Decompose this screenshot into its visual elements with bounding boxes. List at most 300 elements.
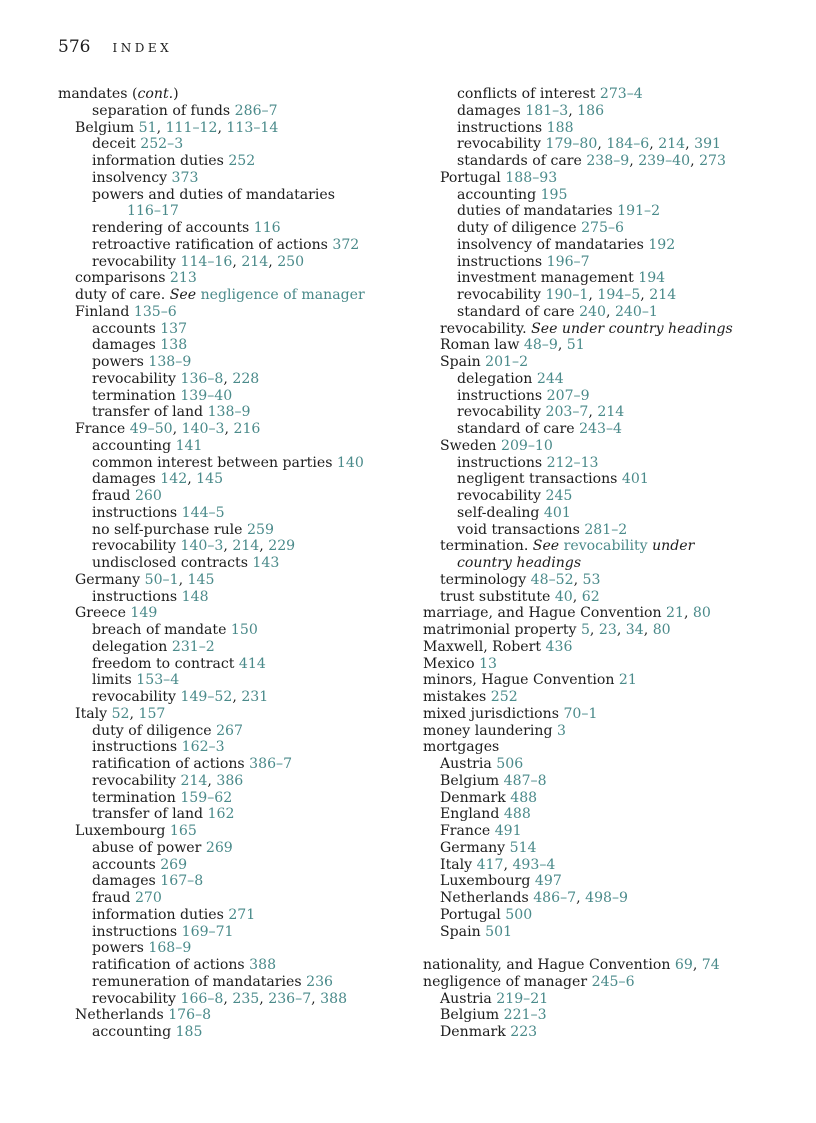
index-subsubentry (58, 153, 365, 170)
entry-text: , (224, 421, 234, 437)
page-reference[interactable]: 219–21 (496, 990, 549, 1007)
entry-text: Denmark (440, 789, 511, 806)
index-subsubentry (58, 203, 365, 220)
index-subentry (423, 773, 733, 790)
entry-text: duty of diligence (92, 722, 217, 739)
page-reference[interactable]: 221–3 (503, 1007, 547, 1024)
page-reference[interactable]: 48–52 (530, 571, 574, 588)
page-reference[interactable]: 80 (692, 605, 711, 622)
index-subentry (58, 304, 365, 321)
page-reference[interactable]: 114–16 (180, 253, 233, 270)
entry-text: , (207, 772, 217, 789)
page-reference[interactable]: 139–40 (180, 387, 233, 404)
page-reference[interactable]: 491 (494, 823, 522, 839)
page-reference[interactable]: 49–50 (129, 421, 173, 437)
entry-text: revocability (92, 772, 181, 789)
page-reference[interactable]: 214 (232, 538, 260, 555)
index-subentry (423, 321, 733, 338)
index-subsubentry (58, 873, 365, 890)
index-subsubentry (423, 522, 733, 539)
index-subsubentry (423, 488, 733, 505)
page-reference[interactable]: 157 (138, 705, 166, 722)
page-reference[interactable]: 167–8 (160, 873, 204, 890)
page-reference[interactable]: 149–52 (180, 689, 233, 705)
entry-text: instructions (92, 504, 182, 521)
page-reference[interactable]: 214 (649, 287, 677, 303)
page-reference[interactable]: 214 (658, 136, 686, 153)
page-reference[interactable]: 3 (556, 722, 566, 739)
entry-text: , (588, 287, 598, 303)
page-reference[interactable]: 141 (175, 437, 203, 454)
entry-text: duty of diligence (457, 220, 582, 236)
page-reference[interactable]: 176–8 (168, 1007, 212, 1024)
page-reference[interactable]: 116 (253, 220, 281, 236)
index-subsubentry (423, 136, 733, 153)
entry-text: , (616, 622, 626, 638)
page-reference[interactable]: 145 (196, 471, 224, 488)
page-reference[interactable]: 196–7 (546, 253, 590, 270)
page-reference[interactable]: 137 (160, 320, 188, 337)
entry-text: , (643, 622, 653, 638)
page-reference[interactable]: 500 (505, 906, 533, 923)
page-reference[interactable]: 372 (332, 236, 360, 253)
entry-text: , (311, 990, 321, 1007)
page-reference[interactable]: 228 (232, 370, 260, 387)
entry-text: instructions (457, 119, 547, 136)
index-subsubentry (58, 656, 365, 673)
index-subsubentry (423, 153, 733, 170)
page-reference[interactable]: 487–8 (503, 772, 547, 789)
page-reference[interactable]: 252–3 (140, 136, 184, 153)
entry-text: France (440, 823, 495, 839)
page-reference[interactable]: 162 (207, 806, 235, 823)
page-reference[interactable]: 213 (169, 270, 197, 287)
index-subsubentry (423, 287, 733, 304)
page-reference[interactable]: 493–4 (512, 856, 556, 873)
page-reference[interactable]: 212–13 (546, 454, 599, 471)
entry-text: , (683, 605, 693, 622)
index-subsubentry (58, 924, 365, 941)
cross-reference-text: See (532, 538, 560, 555)
entry-text: termination. (440, 538, 533, 555)
page-reference[interactable]: 21 (666, 605, 684, 622)
index-subentry (423, 438, 733, 455)
entry-text: investment management (457, 270, 639, 287)
page-reference[interactable]: 201–2 (485, 354, 529, 370)
entry-text: England (440, 806, 504, 823)
page-reference[interactable]: 386–7 (249, 756, 293, 772)
page-reference[interactable]: 271 (228, 906, 256, 923)
page-reference[interactable]: 185 (175, 1024, 203, 1040)
page-reference[interactable]: 138–9 (207, 404, 251, 421)
entry-text: , (649, 136, 659, 153)
page-reference[interactable]: 373 (171, 169, 199, 186)
entry-text: , (172, 421, 182, 437)
entry-text: Greece (75, 605, 131, 622)
page-reference[interactable]: 142 (160, 471, 188, 488)
page-reference[interactable]: 179–80 (545, 136, 598, 153)
entry-text: Luxembourg (75, 823, 170, 839)
entry-spacer (423, 940, 733, 957)
index-subsubentry (58, 388, 365, 405)
index-subsubentry (58, 337, 365, 354)
page-reference[interactable]: 143 (252, 555, 280, 571)
page-reference[interactable]: 231 (241, 689, 269, 705)
entry-text: remuneration of mandataries (92, 973, 307, 990)
page-reference[interactable]: 214 (597, 404, 625, 421)
entry-text: standard of care (457, 421, 580, 437)
index-subsubentry (58, 321, 365, 338)
entry-text: , (259, 990, 269, 1007)
page-reference[interactable]: 401 (621, 471, 649, 488)
index-subentry (58, 287, 365, 304)
page-reference[interactable]: 144–5 (181, 504, 225, 521)
index-subentry (423, 840, 733, 857)
page-reference[interactable]: 50–1 (144, 571, 179, 588)
entry-text: limits (92, 672, 137, 689)
index-subentry (423, 589, 733, 606)
entry-text: France (75, 421, 130, 437)
page-reference[interactable]: 239–40 (638, 153, 691, 169)
entry-text: , (640, 287, 650, 303)
entry-text: Belgium (440, 772, 504, 789)
page-reference[interactable]: 244 (536, 370, 564, 387)
entry-text: , (232, 253, 242, 270)
page-reference[interactable]: 150 (230, 622, 258, 638)
index-subsubentry (58, 739, 365, 756)
page-reference[interactable]: 40 (554, 588, 573, 605)
index-subentry (423, 354, 733, 371)
page-reference[interactable]: 153–4 (136, 672, 180, 689)
entry-text: terminology (440, 571, 531, 588)
index-heading (423, 706, 733, 723)
page-reference[interactable]: 250 (277, 253, 305, 270)
entry-text: revocability (457, 136, 546, 153)
page-reference[interactable]: 140–3 (181, 421, 225, 437)
page-reference[interactable]: 514 (509, 839, 537, 856)
entry-text: deceit (92, 136, 141, 153)
page-reference[interactable]: 136–8 (180, 370, 224, 387)
index-subsubentry (58, 806, 365, 823)
page-reference[interactable]: 162–3 (181, 739, 225, 756)
entry-text: accounting (92, 1024, 176, 1040)
index-subsubentry (58, 672, 365, 689)
page-reference[interactable]: 5 (580, 622, 590, 638)
page-reference[interactable]: 165 (169, 823, 197, 839)
entry-text: comparisons (75, 270, 170, 287)
entry-text: fraud (92, 890, 135, 906)
page-reference[interactable]: 388 (320, 990, 348, 1007)
entry-text: ratification of actions (92, 957, 250, 973)
page-reference[interactable]: 188 (546, 119, 574, 136)
index-heading (423, 672, 733, 689)
index-subentry (58, 120, 365, 137)
page-reference[interactable]: 391 (694, 136, 722, 153)
page-reference[interactable]: 203–7 (545, 404, 589, 421)
index-heading (423, 723, 733, 740)
index-subsubentry (58, 907, 365, 924)
page-reference[interactable]: 13 (479, 655, 498, 672)
index-subsubentry (58, 471, 365, 488)
entry-text: fraud (92, 488, 135, 504)
entry-text: abuse of power (92, 839, 206, 856)
page-reference[interactable]: 281–2 (584, 521, 628, 538)
page-reference[interactable]: 270 (134, 890, 162, 906)
entry-text: negligent transactions (457, 471, 622, 488)
page-reference[interactable]: 223 (510, 1024, 538, 1040)
cross-reference-text: See under country headings (531, 320, 733, 337)
entry-text: information duties (92, 153, 229, 169)
page-reference[interactable]: 138 (160, 337, 188, 354)
page-reference[interactable]: 245–6 (591, 973, 635, 990)
page-reference[interactable]: 135–6 (133, 303, 177, 320)
page-reference[interactable]: 214 (241, 253, 269, 270)
page-reference[interactable]: 192 (648, 236, 676, 253)
index-subentry (58, 605, 365, 622)
cross-reference-text: cont. (137, 86, 174, 102)
page-reference[interactable]: 184–6 (606, 136, 650, 153)
index-subentry (58, 421, 365, 438)
page-reference[interactable]: 216 (233, 421, 261, 437)
entry-text: revocability (92, 370, 181, 387)
entry-text: powers (92, 940, 149, 957)
index-subentry (423, 806, 733, 823)
index-subentry (423, 890, 733, 907)
page-reference[interactable]: 52 (111, 705, 130, 722)
index-subentry (423, 337, 733, 354)
page-reference[interactable]: 269 (205, 839, 233, 856)
page-reference[interactable]: 51 (138, 119, 157, 136)
page-reference[interactable]: 417 (476, 856, 504, 873)
entry-text: Roman law (440, 337, 524, 354)
page-reference[interactable]: 138–9 (148, 354, 192, 370)
page-reference[interactable]: 501 (485, 923, 513, 940)
page-reference[interactable]: 169–71 (181, 923, 234, 940)
entry-text: , (129, 705, 139, 722)
page-reference[interactable]: 240–1 (614, 303, 658, 320)
page-reference[interactable]: 436 (545, 638, 573, 655)
entry-text: revocability. (440, 320, 532, 337)
index-subsubentry (58, 538, 365, 555)
entry-text: Belgium (440, 1007, 504, 1024)
page-reference[interactable]: 34 (625, 622, 644, 638)
index-subentry (423, 170, 733, 187)
entry-text: conflicts of interest (457, 86, 600, 102)
index-subsubentry (58, 840, 365, 857)
index-subentry (423, 1024, 733, 1041)
page-reference[interactable]: 113–14 (226, 119, 279, 136)
entry-text: undisclosed contracts (92, 555, 253, 571)
page-reference[interactable]: 486–7 (533, 890, 577, 906)
page-reference[interactable]: 260 (134, 488, 162, 504)
page-reference[interactable]: negligence of manager (200, 287, 365, 303)
index-heading (423, 622, 733, 639)
page-reference[interactable]: 145 (187, 571, 215, 588)
page-reference[interactable]: 252 (228, 153, 256, 169)
entry-text: Spain (440, 923, 486, 940)
entry-text: separation of funds (92, 102, 235, 119)
index-subsubentry (58, 974, 365, 991)
page-reference[interactable]: 388 (249, 957, 277, 973)
page-reference[interactable]: 111–12 (165, 119, 218, 136)
page-reference[interactable]: 245 (545, 488, 573, 504)
entry-text: delegation (457, 370, 537, 387)
page-reference[interactable]: 243–4 (579, 421, 622, 437)
page-reference[interactable]: 195 (540, 186, 568, 203)
page-reference[interactable]: 148 (181, 588, 209, 605)
index-subsubentry (423, 404, 733, 421)
entry-text: Finland (75, 303, 134, 320)
page-reference[interactable]: 80 (652, 622, 671, 638)
page-reference[interactable]: 62 (581, 588, 600, 605)
page-header (58, 37, 172, 61)
entry-text: no self-purchase rule (92, 521, 248, 538)
page-reference[interactable]: 275–6 (581, 220, 625, 236)
page-reference[interactable]: 53 (582, 571, 601, 588)
page-reference[interactable]: 191–2 (617, 203, 661, 220)
page-reference[interactable]: 194 (638, 270, 666, 287)
page-reference[interactable]: 235 (232, 990, 260, 1007)
index-subsubentry (423, 304, 733, 321)
entry-text: , (156, 119, 166, 136)
page-reference[interactable]: 259 (247, 521, 274, 538)
page-reference[interactable]: 70–1 (563, 705, 598, 722)
index-subentry (423, 907, 733, 924)
index-subsubentry (423, 555, 733, 572)
page-reference[interactable]: 488 (503, 806, 531, 823)
page-reference[interactable]: 286–7 (234, 102, 278, 119)
page-reference[interactable]: 273–4 (599, 86, 643, 102)
index-heading (423, 957, 733, 974)
page-reference[interactable]: 190–1 (545, 287, 589, 303)
page-reference[interactable]: revocability (563, 538, 648, 555)
page-reference[interactable]: 506 (496, 756, 524, 772)
page-reference[interactable]: 116–17 (127, 203, 179, 220)
page-reference[interactable]: 267 (216, 722, 243, 739)
entry-text: mistakes (423, 689, 491, 705)
index-subsubentry (423, 203, 733, 220)
page-reference[interactable]: 23 (598, 622, 617, 638)
page-reference[interactable]: 166–8 (180, 990, 224, 1007)
entry-text: , (268, 253, 278, 270)
entry-text: ratification of actions (92, 756, 250, 772)
page-reference[interactable]: 488 (510, 789, 538, 806)
page-reference[interactable]: 69 (674, 957, 693, 973)
entry-text: money laundering (423, 722, 557, 739)
page-reference[interactable]: 186 (577, 102, 605, 119)
index-subentry (423, 1007, 733, 1024)
page-reference[interactable]: 252 (490, 689, 518, 705)
index-column-right (423, 86, 733, 1041)
page-reference[interactable]: 51 (566, 337, 585, 354)
page-reference[interactable]: 140 (336, 454, 364, 471)
page-reference[interactable]: 214 (180, 772, 208, 789)
entry-text: , (576, 890, 586, 906)
entry-text: accounting (457, 186, 541, 203)
entry-text: ) (173, 86, 179, 102)
page-reference[interactable]: 181–3 (525, 102, 569, 119)
entry-text: , (178, 571, 188, 588)
cross-reference-text: See (169, 287, 197, 303)
page-reference[interactable]: 229 (268, 538, 296, 555)
page-reference[interactable]: 414 (238, 655, 266, 672)
page-reference[interactable]: 159–62 (180, 789, 233, 806)
entry-text: duties of mandataries (457, 203, 618, 220)
page-reference[interactable]: 207–9 (546, 387, 590, 404)
entry-text: damages (457, 102, 526, 119)
page-reference[interactable]: 194–5 (597, 287, 641, 303)
page-reference[interactable]: 236 (306, 973, 334, 990)
page-reference[interactable]: 497 (534, 873, 562, 890)
page-reference[interactable]: 269 (160, 856, 188, 873)
entry-text: , (557, 337, 567, 354)
entry-text: damages (92, 337, 161, 354)
page-reference[interactable]: 48–9 (523, 337, 558, 354)
index-subsubentry (423, 187, 733, 204)
page-reference[interactable]: 386 (216, 772, 244, 789)
index-heading (423, 605, 733, 622)
index-subsubentry (423, 220, 733, 237)
page-reference[interactable]: 238–9 (586, 153, 630, 169)
page-reference[interactable]: 498–9 (585, 890, 629, 906)
page-reference[interactable]: 273 (699, 153, 726, 169)
index-subsubentry (423, 237, 733, 254)
entry-text: instructions (92, 923, 182, 940)
page-reference[interactable]: 168–9 (148, 940, 192, 957)
entry-text: , (572, 588, 582, 605)
page-reference[interactable]: 240 (579, 303, 606, 320)
index-heading (423, 656, 733, 673)
page-reference[interactable]: 209–10 (500, 437, 553, 454)
index-subsubentry (58, 455, 365, 472)
index-subsubentry (423, 86, 733, 103)
cross-reference-text: country headings (457, 555, 582, 571)
page-reference[interactable]: 236–7 (268, 990, 312, 1007)
entry-text: transfer of land (92, 806, 208, 823)
index-subsubentry (423, 103, 733, 120)
index-subsubentry (58, 103, 365, 120)
entry-text: Netherlands (75, 1007, 169, 1024)
page-reference[interactable]: 188–93 (505, 169, 558, 186)
entry-text: accounting (92, 437, 176, 454)
index-subsubentry (58, 237, 365, 254)
index-heading (423, 639, 733, 656)
index-subentry (58, 823, 365, 840)
entry-text: revocability (457, 488, 546, 504)
index-subsubentry (58, 220, 365, 237)
entry-text: revocability (92, 990, 181, 1007)
page-reference[interactable]: 21 (618, 672, 637, 689)
entry-text: marriage, and Hague Convention (423, 605, 667, 622)
entry-text: rendering of accounts (92, 220, 254, 236)
page-reference[interactable]: 231–2 (171, 638, 215, 655)
page-reference[interactable]: 149 (130, 605, 158, 622)
entry-text: , (692, 957, 702, 973)
entry-text: Germany (440, 839, 510, 856)
entry-text: Sweden (440, 437, 501, 454)
index-subentry (58, 706, 365, 723)
entry-text: , (223, 538, 233, 555)
entry-text: duty of care. (75, 287, 170, 303)
index-subsubentry (58, 522, 365, 539)
page-reference[interactable]: 74 (701, 957, 720, 973)
page-reference[interactable]: 140–3 (180, 538, 224, 555)
entry-text: Germany (75, 571, 145, 588)
page-reference[interactable]: 401 (543, 504, 571, 521)
index-heading (423, 739, 733, 756)
index-subsubentry (423, 455, 733, 472)
entry-text: revocability (457, 287, 546, 303)
